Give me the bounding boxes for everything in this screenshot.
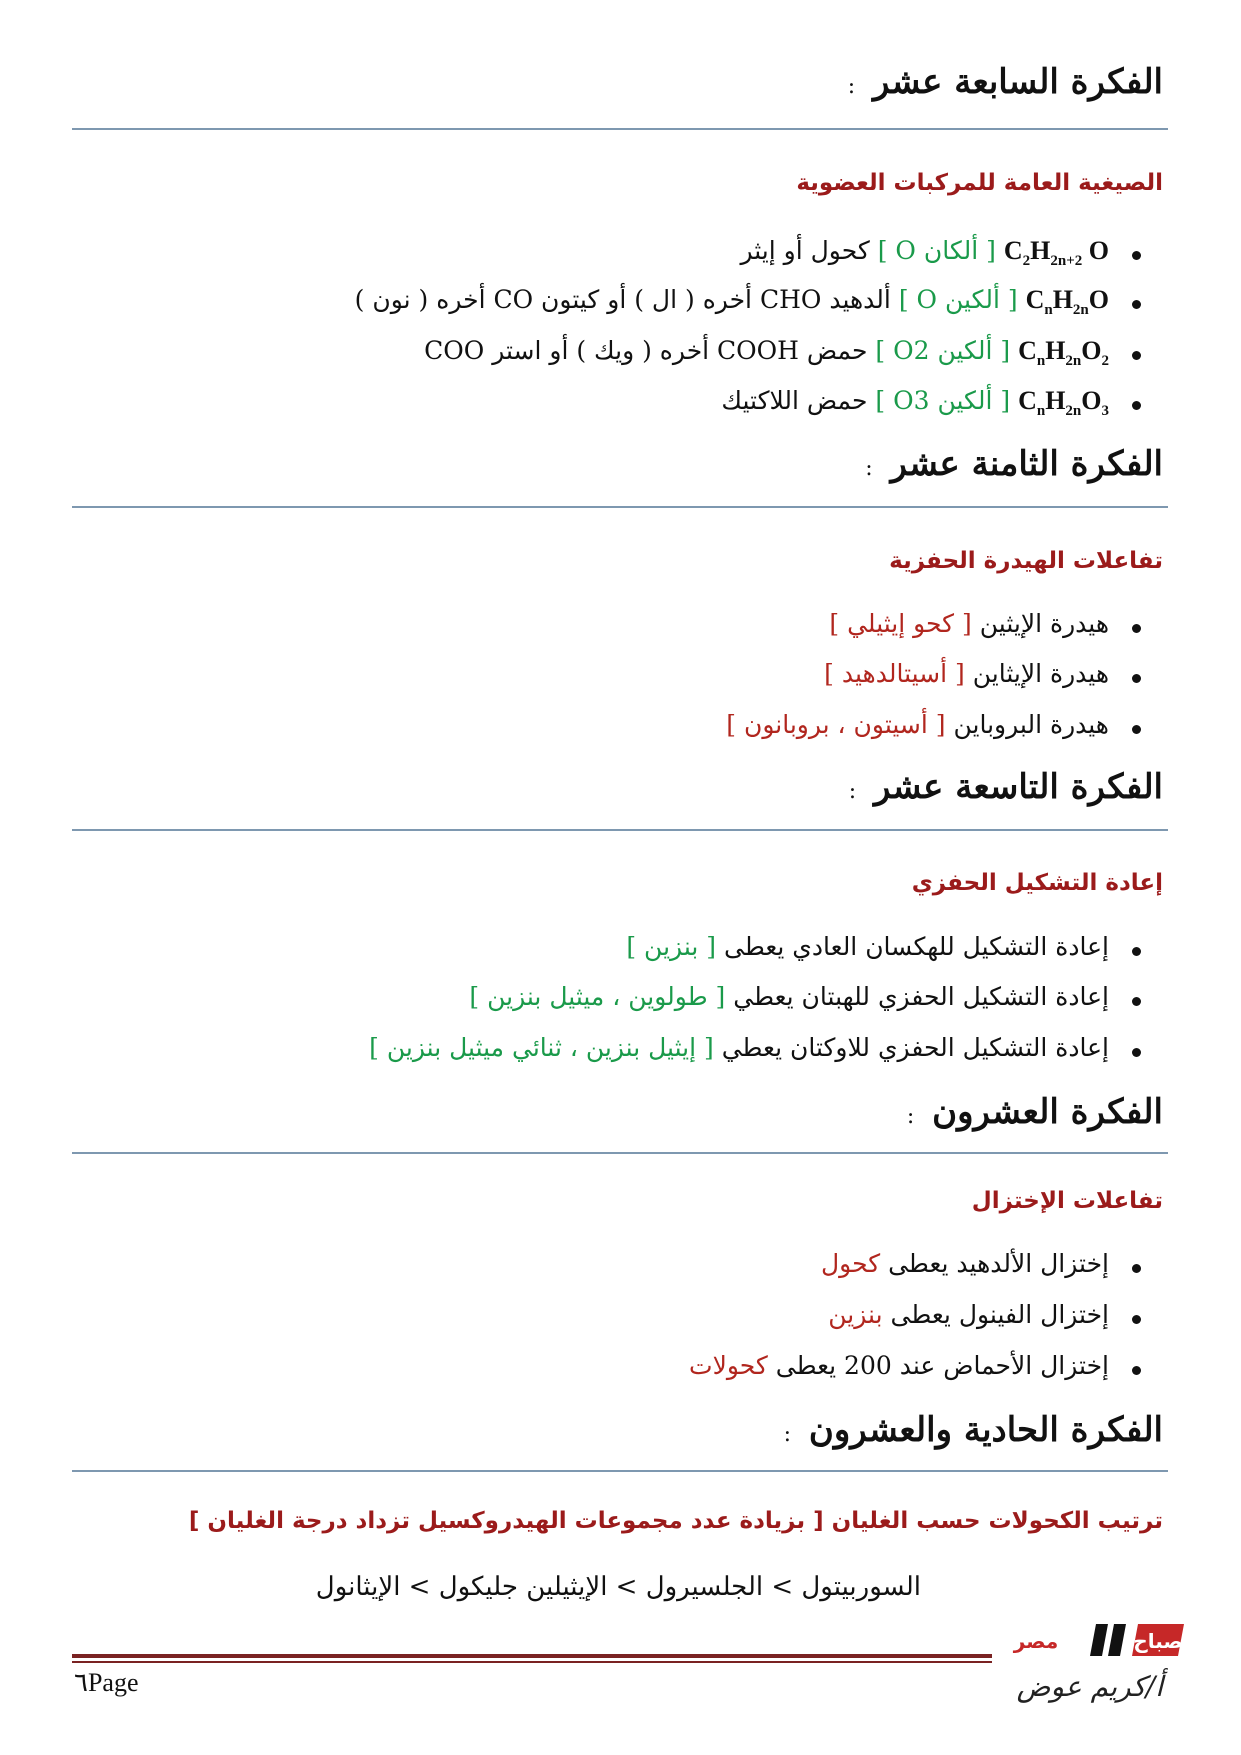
item-text: ألدهيد CHO أخره ( ال ) أو كيتون CO أخره ( نون )	[354, 285, 891, 314]
bullet-dot	[1132, 251, 1141, 260]
reduction-item: إختزال الأحماض عند 200 يعطى كحولات	[689, 1351, 1109, 1380]
author-signature: أ/كريم عوض	[1016, 1670, 1163, 1703]
bracket-note: [ ألكين O2 ]	[875, 336, 1011, 365]
bracket-note: [ ألكين O ]	[898, 285, 1018, 314]
bullet-dot	[1132, 1048, 1141, 1057]
formula: $C_nH_{2n}O_3$	[1018, 386, 1109, 420]
section-21-subtitle: ترتيب الكحولات حسب الغليان [ بزيادة عدد مجموعات الهيدروكسيل تزداد درجة الغليان ]	[188, 1508, 1163, 1534]
formula-item-lactic	[721, 386, 1109, 420]
reforming-item: إعادة التشكيل الحفزي للهبتان يعطي [ طولوين ، ميثيل بنزين ]	[469, 982, 1109, 1011]
section-17-title: الفكرة السابعة عشر :	[847, 62, 1163, 102]
bullet-dot	[1132, 997, 1141, 1006]
page-number: ٦Page	[74, 1668, 139, 1697]
formula-item-aldehyde	[355, 285, 1109, 319]
footer-rule-thin	[72, 1661, 992, 1663]
site-logo	[988, 1620, 1188, 1660]
hydration-item: هيدرة الإيثاين [ أسيتالدهيد ]	[824, 659, 1109, 688]
bullet-dot	[1132, 401, 1141, 410]
logo-text-2: مصر	[1013, 1629, 1059, 1653]
bullet-dot	[1132, 1264, 1141, 1273]
item-text: كحول أو إيثر	[740, 236, 870, 265]
section-19-title: الفكرة التاسعة عشر :	[848, 767, 1163, 807]
bullet-dot	[1132, 674, 1141, 683]
item-text: حمض COOH أخره ( ويك ) أو استر COO	[424, 336, 868, 365]
section-19-rule	[72, 829, 1168, 831]
item-text: حمض اللاكتيك	[721, 386, 868, 415]
section-18-rule	[72, 506, 1168, 508]
formula: $C_2H_{2n+2}$ O	[1003, 236, 1109, 270]
hydration-item: هيدرة البروباين [ أسيتون ، بروبانون ]	[726, 710, 1109, 739]
section-19-subtitle: إعادة التشكيل الحفزي	[911, 870, 1163, 896]
formula-item-acid	[424, 336, 1109, 370]
logo-text: صباح	[1133, 1629, 1183, 1653]
section-17-subtitle: الصيغية العامة للمركبات العضوية	[796, 170, 1163, 196]
formula: $C_nH_{2n}O$	[1025, 285, 1109, 319]
section-18-subtitle: تفاعلات الهيدرة الحفزية	[889, 548, 1163, 574]
bullet-dot	[1132, 947, 1141, 956]
bullet-dot	[1132, 1315, 1141, 1324]
bracket-note: [ ألكين O3 ]	[875, 386, 1011, 415]
section-21-rule	[72, 1470, 1168, 1472]
bullet-dot	[1132, 1366, 1141, 1375]
formula: $C_nH_{2n}O_2$	[1018, 336, 1109, 370]
section-21-title: الفكرة الحادية والعشرون :	[783, 1410, 1163, 1450]
bullet-dot	[1132, 725, 1141, 734]
hydration-item: هيدرة الإيثين [ كحو إيثيلي ]	[829, 609, 1109, 638]
formula-item-alkane	[740, 236, 1109, 270]
section-17-rule	[72, 128, 1168, 130]
footer-rule	[72, 1654, 992, 1658]
bullet-dot	[1132, 351, 1141, 360]
reforming-item: إعادة التشكيل للهكسان العادي يعطى [ بنزين ]	[626, 932, 1109, 961]
reduction-item: إختزال الفينول يعطى بنزين	[828, 1300, 1109, 1329]
bracket-note: [ ألكان O ]	[877, 236, 996, 265]
section-20-title: الفكرة العشرون :	[906, 1092, 1163, 1132]
bullet-dot	[1132, 624, 1141, 633]
section-18-title: الفكرة الثامنة عشر :	[865, 444, 1163, 484]
bullet-dot	[1132, 300, 1141, 309]
section-20-rule	[72, 1152, 1168, 1154]
reforming-item: إعادة التشكيل الحفزي للاوكتان يعطي [ إيثيل بنزين ، ثنائي ميثيل بنزين ]	[369, 1033, 1109, 1062]
section-20-subtitle: تفاعلات الإختزال	[971, 1188, 1163, 1214]
reduction-item: إختزال الألدهيد يعطى كحول	[821, 1249, 1109, 1278]
boiling-order: السوربيتول > الجلسيرول > الإيثيلين جليكول > الإيثانول	[315, 1572, 921, 1602]
